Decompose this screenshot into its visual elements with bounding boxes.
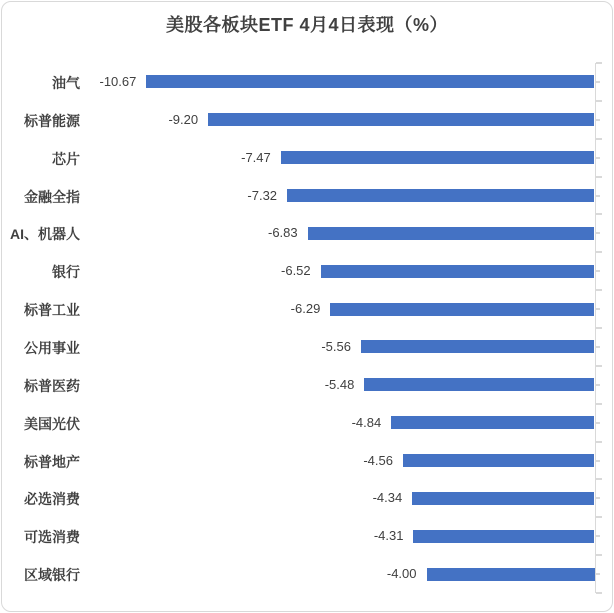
value-label: -4.56 <box>363 452 393 468</box>
category-label: AI、机器人 <box>10 226 80 243</box>
bar <box>321 265 595 278</box>
bar <box>287 189 594 202</box>
axis-tick <box>596 384 600 386</box>
axis-tick <box>596 213 602 215</box>
category-label: 标普工业 <box>24 302 80 319</box>
value-label: -5.56 <box>321 338 351 354</box>
value-label: -4.00 <box>386 566 417 582</box>
value-label: -6.29 <box>290 301 321 317</box>
axis-tick <box>596 497 600 499</box>
axis-tick <box>596 251 602 253</box>
category-label: 标普能源 <box>24 112 80 129</box>
axis-tick <box>596 516 602 518</box>
value-label: -7.32 <box>247 187 278 203</box>
category-label: 必选消费 <box>24 491 80 508</box>
axis-tick <box>596 403 602 405</box>
bar <box>330 303 594 316</box>
chart-title: 美股各板块ETF 4月4日表现（%） <box>165 15 449 35</box>
axis-tick <box>596 232 600 234</box>
axis-tick <box>596 289 602 291</box>
bar <box>403 454 595 467</box>
value-label: -6.83 <box>267 225 298 241</box>
axis-tick <box>596 460 600 462</box>
bar <box>391 416 594 429</box>
category-label: 可选消费 <box>24 529 80 546</box>
axis-tick <box>596 535 600 537</box>
value-label: -4.31 <box>373 528 404 544</box>
axis-tick <box>596 195 600 197</box>
value-label: -9.20 <box>168 111 199 127</box>
axis-tick <box>596 119 600 121</box>
value-label: -4.34 <box>372 490 403 506</box>
axis-tick <box>596 422 600 424</box>
axis-tick <box>596 176 602 178</box>
value-label: -10.67 <box>99 73 137 89</box>
bar <box>208 113 594 126</box>
bar <box>364 378 594 391</box>
axis-tick <box>596 554 602 556</box>
value-label: -6.52 <box>281 263 311 279</box>
value-label: -7.47 <box>241 149 271 165</box>
bar <box>361 340 595 353</box>
value-label: -4.84 <box>351 414 382 430</box>
bar <box>146 75 594 88</box>
axis-tick <box>596 327 602 329</box>
bar <box>413 530 594 543</box>
bar <box>412 492 594 505</box>
category-label: 油气 <box>52 74 80 91</box>
axis-tick <box>596 478 602 480</box>
axis-tick <box>596 270 600 272</box>
category-label: 美国光伏 <box>24 415 80 432</box>
category-label: 芯片 <box>52 150 80 167</box>
category-label: 区域银行 <box>24 567 80 584</box>
category-label: 金融全指 <box>24 188 80 205</box>
category-label: 公用事业 <box>24 339 80 356</box>
bar <box>427 568 595 581</box>
axis-tick <box>596 573 600 575</box>
axis-tick <box>596 365 602 367</box>
bar <box>308 227 595 240</box>
axis-tick <box>596 157 600 159</box>
bar <box>281 151 595 164</box>
axis-tick <box>596 308 600 310</box>
category-label: 银行 <box>52 264 80 281</box>
axis-tick <box>596 62 602 64</box>
axis-tick <box>596 346 600 348</box>
value-label: -5.48 <box>324 376 355 392</box>
category-label: 标普医药 <box>24 377 80 394</box>
axis-tick <box>596 441 602 443</box>
axis-tick <box>596 592 602 594</box>
axis-tick <box>596 100 602 102</box>
category-label: 标普地产 <box>24 453 80 470</box>
axis-tick <box>596 81 600 83</box>
axis-tick <box>596 138 602 140</box>
